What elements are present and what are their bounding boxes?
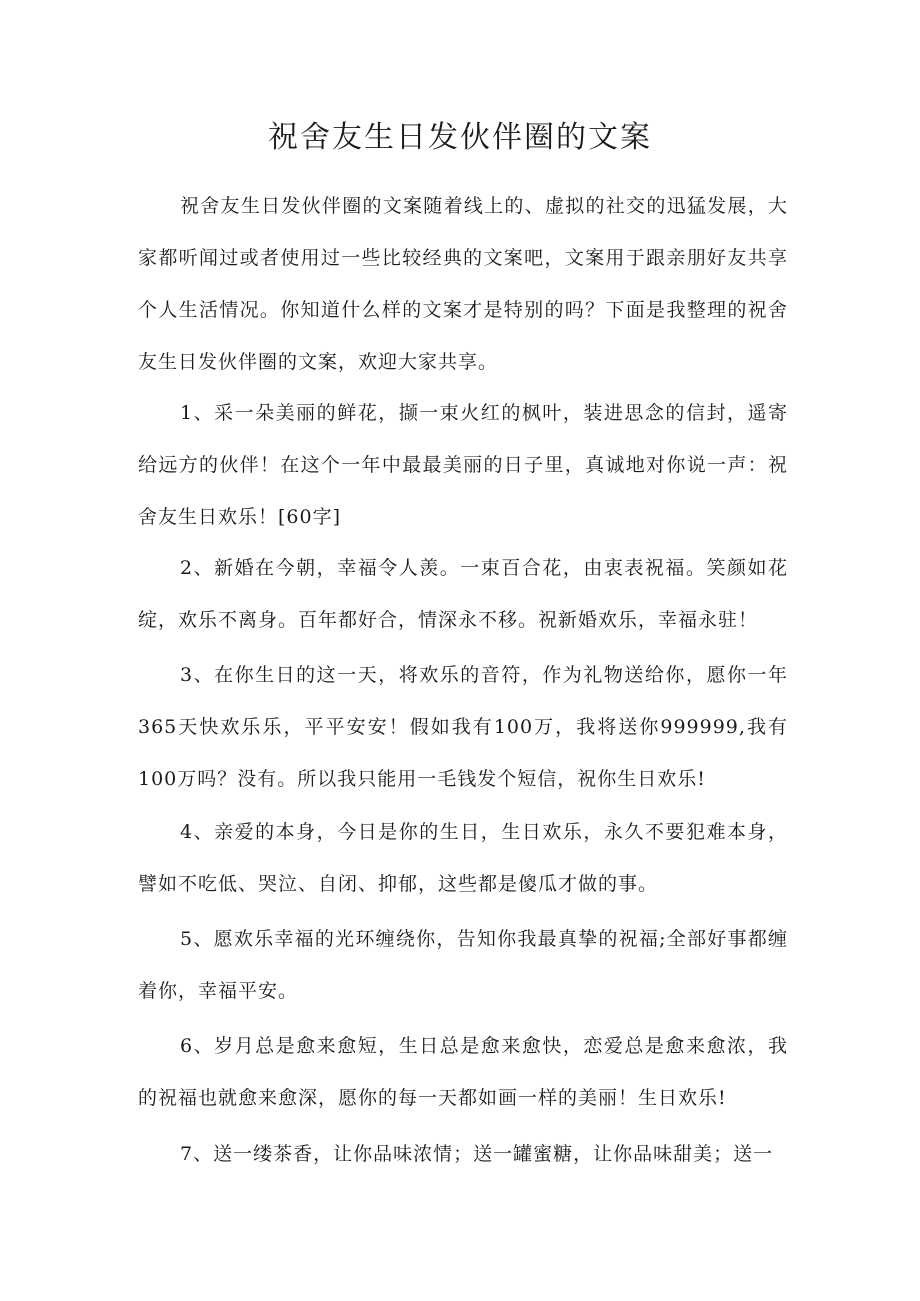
wish-paragraph-1: 1、采一朵美丽的鲜花，撷一束火红的枫叶，装进思念的信封，遥寄给远方的伙伴！在这个一年中最最美丽的日子里，真诚地对你说一声：祝舍友生日欢乐！[60字] [138, 402, 788, 528]
wish-paragraph-3: 3、在你生日的这一天，将欢乐的音符，作为礼物送给你，愿你一年365天快欢乐乐，平平安安！假如我有100万，我将送你999999,我有100万吗？没有。所以我只能用一毛钱发个短信，祝你生日欢乐! [138, 664, 788, 790]
wish-paragraph-4: 4、亲爱的本身，今日是你的生日，生日欢乐，永久不要犯难本身，譬如不吃低、哭泣、自闭、抑郁，这些都是傻瓜才做的事。 [138, 821, 788, 895]
wish-paragraph-6: 6、岁月总是愈来愈短，生日总是愈来愈快，恋爱总是愈来愈浓，我的祝福也就愈来愈深，愿你的每一天都如画一样的美丽！生日欢乐! [138, 1035, 788, 1109]
intro-paragraph: 祝舍友生日发伙伴圈的文案随着线上的、虚拟的社交的迅猛发展，大家都听闻过或者使用过一些比较经典的文案吧，文案用于跟亲朋好友共享个人生活情况。你知道什么样的文案才是特别的吗？下面是我整理的祝舍友生日发伙伴圈的文案，欢迎大家共享。 [138, 195, 788, 373]
document-title: 祝舍友生日发伙伴圈的文案 [268, 120, 652, 155]
wish-paragraph-5: 5、愿欢乐幸福的光环缠绕你，告知你我最真挚的祝福;全部好事都缠着你，幸福平安。 [138, 928, 788, 1002]
wish-paragraph-2: 2、新婚在今朝，幸福令人羡。一束百合花，由衷表祝福。笑颜如花绽，欢乐不离身。百年都好合，情深永不移。祝新婚欢乐，幸福永驻！ [138, 557, 788, 631]
wish-paragraph-7: 7、送一缕茶香，让你品味浓情；送一罐蜜糖，让你品味甜美；送一 [180, 1143, 774, 1165]
